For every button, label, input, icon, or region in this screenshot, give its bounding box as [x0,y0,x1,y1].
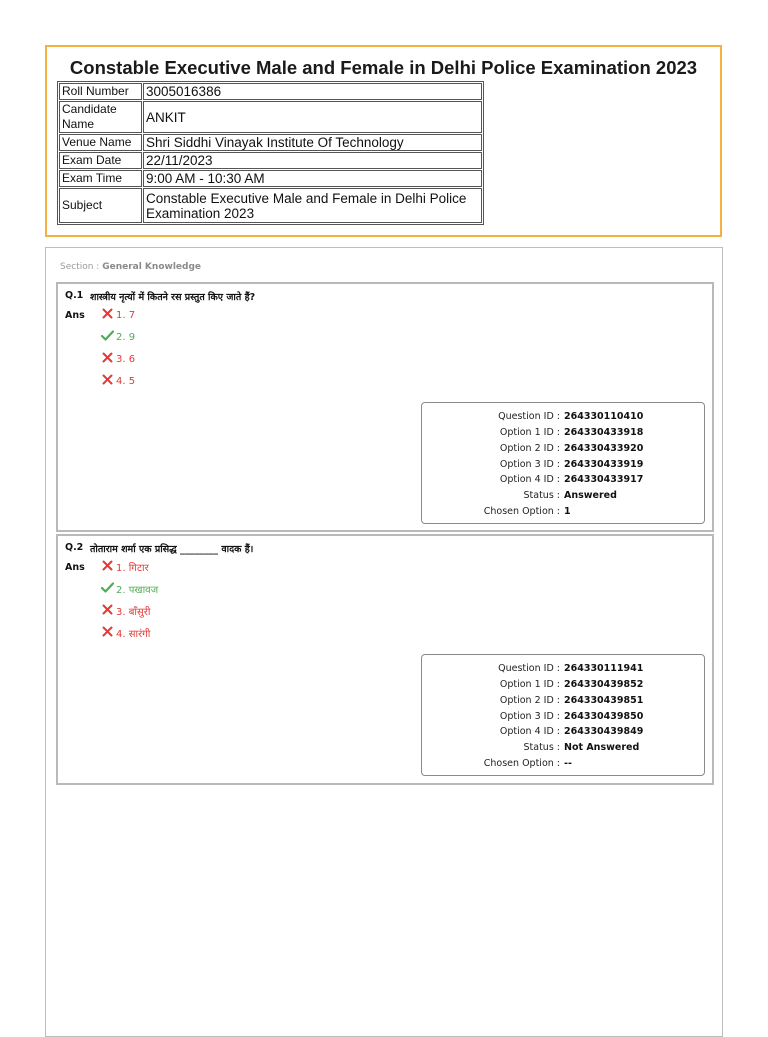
option-3 [100,604,150,618]
candidate-header [45,45,722,237]
section-prefix: Section : [60,262,103,272]
section-name: General Knowledge [102,262,201,272]
response-sheet [45,247,723,1037]
question-card [56,282,714,532]
table-row [59,83,482,100]
cross-icon [100,604,114,618]
option-2 [100,330,135,344]
option-text: 2. 9 [116,331,136,343]
subject-label: Subject [59,188,142,223]
roll-number-value: 3005016386 [143,83,482,100]
option-1 [100,560,149,574]
option-4 [100,374,135,388]
option-text: 4. सारंगी [116,629,151,640]
roll-number-label: Roll Number [59,83,142,100]
answer-label: Ans [65,562,85,573]
check-icon [100,330,114,344]
cross-icon [100,352,114,366]
question-number: Q.1 [65,290,84,301]
option-text: 1. 7 [116,309,136,321]
venue-name-value: Shri Siddhi Vinayak Institute Of Technology [143,134,482,151]
cross-icon [100,374,114,388]
option-text: 4. 5 [116,375,136,387]
option-4 [100,626,150,640]
option-1 [100,308,135,322]
check-icon [100,582,114,596]
section-label [60,262,201,272]
exam-date-label: Exam Date [59,152,142,169]
candidate-name-value: ANKIT [143,101,482,133]
option-text: 2. पखावज [116,585,159,596]
question-text: शास्त्रीय नृत्यों में कितने रस प्रस्तुत किए जाते हैं? [90,292,256,303]
question-details-box: Question ID : 264330111941 Option 1 ID : 264330439852 Option 2 ID : 264330439851 Option 3 ID : 264330439850 Option 4 ID : 264330439849 Status : Not Answered Chosen Option : -- [421,654,705,776]
option-3 [100,352,135,366]
answer-label: Ans [65,310,85,321]
subject-value: Constable Executive Male and Female in Delhi Police Examination 2023 [143,188,482,223]
question-number: Q.2 [65,542,84,553]
cross-icon [100,626,114,640]
question-details-box: Question ID : 264330110410 Option 1 ID : 264330433918 Option 2 ID : 264330433920 Option 3 ID : 264330433919 Option 4 ID : 264330433917 Status : Answered Chosen Option : 1 [421,402,705,524]
exam-time-value: 9:00 AM - 10:30 AM [143,170,482,187]
venue-name-label: Venue Name [59,134,142,151]
exam-date-value: 22/11/2023 [143,152,482,169]
table-row [59,101,482,133]
question-card [56,534,714,785]
table-row [59,188,482,223]
cross-icon [100,308,114,322]
option-text: 3. बाँसुरी [116,607,151,618]
option-2 [100,582,158,596]
option-text: 1. गिटार [116,563,149,574]
table-row [59,134,482,151]
candidate-info-table [57,81,484,225]
exam-time-label: Exam Time [59,170,142,187]
page-title: Constable Executive Male and Female in Delhi Police Examination 2023 [69,57,698,78]
table-row [59,152,482,169]
option-text: 3. 6 [116,353,136,365]
question-text: तोताराम शर्मा एक प्रसिद्ध ________ वादक हैं। [90,544,254,555]
candidate-name-label: Candidate Name [59,101,142,133]
cross-icon [100,560,114,574]
table-row [59,170,482,187]
